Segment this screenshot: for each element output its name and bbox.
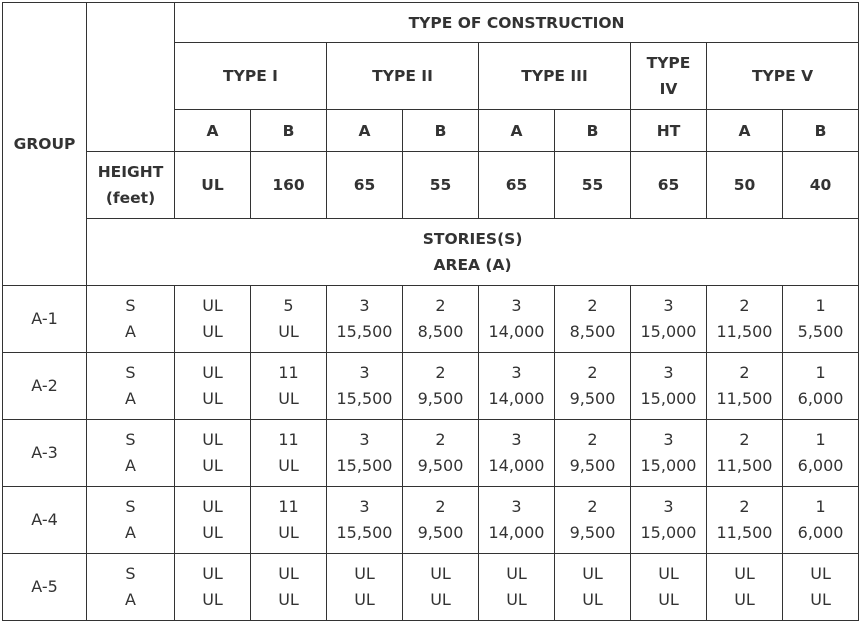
height-value: 40 xyxy=(783,152,859,219)
stories-value: 2 xyxy=(435,430,446,449)
stories-value: UL xyxy=(354,564,375,583)
area-value: 15,000 xyxy=(640,523,697,542)
table-cell xyxy=(555,420,631,487)
stories-value: 3 xyxy=(511,497,522,516)
header-row-stories-area xyxy=(3,219,859,286)
table-cell xyxy=(327,420,403,487)
stories-value: 3 xyxy=(663,363,674,382)
stories-value: 1 xyxy=(815,497,826,516)
area-value: UL xyxy=(202,389,223,408)
height-value: 65 xyxy=(479,152,555,219)
stories-value: 2 xyxy=(435,296,446,315)
area-value: 14,000 xyxy=(488,389,545,408)
area-value: 15,500 xyxy=(336,389,393,408)
stories-value: 2 xyxy=(587,497,598,516)
header-row-height xyxy=(3,152,859,219)
area-value: UL xyxy=(278,322,299,341)
stories-value: 2 xyxy=(587,363,598,382)
stories-value: 3 xyxy=(359,430,370,449)
area-value: UL xyxy=(278,523,299,542)
area-value: UL xyxy=(506,590,527,609)
type-header-line: IV xyxy=(659,80,678,98)
row-labels-cell xyxy=(87,420,175,487)
table-cell xyxy=(251,353,327,420)
table-cell xyxy=(707,353,783,420)
stories-value: UL xyxy=(506,564,527,583)
table-cell xyxy=(707,487,783,554)
group-header: GROUP xyxy=(3,3,87,286)
table-cell xyxy=(175,554,251,621)
stories-value: 2 xyxy=(435,497,446,516)
area-value: 9,500 xyxy=(569,389,616,408)
table-cell xyxy=(707,286,783,353)
area-value: 9,500 xyxy=(569,523,616,542)
area-value: UL xyxy=(810,590,831,609)
table-cell xyxy=(783,554,859,621)
type-header xyxy=(707,43,859,110)
row-labels-cell xyxy=(87,554,175,621)
row-labels-cell xyxy=(87,353,175,420)
row-label: A xyxy=(125,590,136,609)
stories-value: 2 xyxy=(739,430,750,449)
stories-value: 2 xyxy=(739,296,750,315)
height-value: 160 xyxy=(251,152,327,219)
table-cell xyxy=(631,487,707,554)
row-labels-cell xyxy=(87,487,175,554)
area-value: UL xyxy=(734,590,755,609)
row-label: A xyxy=(125,389,136,408)
area-value: UL xyxy=(278,590,299,609)
stories-value: UL xyxy=(810,564,831,583)
row-label: S xyxy=(125,497,136,516)
stories-value: UL xyxy=(734,564,755,583)
table-cell xyxy=(707,554,783,621)
stories-value: UL xyxy=(202,296,223,315)
row-label: S xyxy=(125,564,136,583)
subtype-header: A xyxy=(175,110,251,152)
row-label: S xyxy=(125,430,136,449)
type-of-construction-header: TYPE OF CONSTRUCTION xyxy=(175,3,859,43)
table-cell xyxy=(251,487,327,554)
area-value: 9,500 xyxy=(569,456,616,475)
stories-value: 11 xyxy=(278,363,299,382)
area-value: 11,500 xyxy=(716,456,773,475)
header-row-title xyxy=(3,3,859,43)
area-value: 5,500 xyxy=(797,322,844,341)
table-cell xyxy=(403,487,479,554)
subtype-header: B xyxy=(251,110,327,152)
stories-value: 3 xyxy=(359,363,370,382)
stories-value: UL xyxy=(582,564,603,583)
area-value: UL xyxy=(202,322,223,341)
stories-value: 11 xyxy=(278,497,299,516)
construction-type-table xyxy=(2,2,859,621)
area-value: UL xyxy=(278,456,299,475)
table-cell xyxy=(479,554,555,621)
area-value: 11,500 xyxy=(716,389,773,408)
row-label: A xyxy=(125,523,136,542)
table-cell xyxy=(175,353,251,420)
table-cell xyxy=(783,353,859,420)
area-value: 15,000 xyxy=(640,322,697,341)
table-cell xyxy=(479,286,555,353)
type-header-line: TYPE xyxy=(646,54,691,72)
table-cell xyxy=(175,420,251,487)
table-cell xyxy=(555,554,631,621)
type-header-line: TYPE II xyxy=(372,67,433,85)
table-cell xyxy=(175,487,251,554)
table-cell xyxy=(631,420,707,487)
table-cell xyxy=(631,286,707,353)
group-cell: A-2 xyxy=(3,353,87,420)
table-row xyxy=(3,554,859,621)
subtype-header: A xyxy=(707,110,783,152)
area-value: UL xyxy=(278,389,299,408)
stories-value: UL xyxy=(202,363,223,382)
type-header-line: TYPE III xyxy=(521,67,588,85)
area-value: UL xyxy=(430,590,451,609)
subtype-header: A xyxy=(327,110,403,152)
table-cell xyxy=(783,420,859,487)
height-value: 65 xyxy=(327,152,403,219)
subtype-header: B xyxy=(403,110,479,152)
stories-value: 3 xyxy=(359,497,370,516)
area-value: 6,000 xyxy=(797,456,844,475)
area-value: 15,000 xyxy=(640,456,697,475)
stories-label: STORIES(S) xyxy=(422,230,523,248)
table-cell xyxy=(707,420,783,487)
row-label: S xyxy=(125,363,136,382)
table-cell xyxy=(327,286,403,353)
area-value: 15,500 xyxy=(336,456,393,475)
stories-value: UL xyxy=(202,430,223,449)
table-cell xyxy=(631,554,707,621)
area-value: 6,000 xyxy=(797,389,844,408)
table-cell xyxy=(555,353,631,420)
stories-value: 3 xyxy=(359,296,370,315)
type-header-line: TYPE I xyxy=(223,67,278,85)
area-label: AREA (A) xyxy=(433,256,512,274)
area-value: 14,000 xyxy=(488,322,545,341)
blank-header-cell xyxy=(87,3,175,152)
area-value: 15,500 xyxy=(336,523,393,542)
stories-value: 3 xyxy=(663,296,674,315)
area-value: 9,500 xyxy=(417,456,464,475)
stories-value: 3 xyxy=(511,363,522,382)
table-row xyxy=(3,286,859,353)
table-cell xyxy=(403,353,479,420)
table-cell xyxy=(327,554,403,621)
height-value: 50 xyxy=(707,152,783,219)
group-cell: A-1 xyxy=(3,286,87,353)
stories-value: 1 xyxy=(815,430,826,449)
type-header xyxy=(327,43,479,110)
area-value: 14,000 xyxy=(488,456,545,475)
group-cell: A-3 xyxy=(3,420,87,487)
row-label: S xyxy=(125,296,136,315)
table-cell xyxy=(479,487,555,554)
area-value: UL xyxy=(354,590,375,609)
table-cell xyxy=(327,487,403,554)
row-label: A xyxy=(125,456,136,475)
table-cell xyxy=(175,286,251,353)
stories-value: 3 xyxy=(663,430,674,449)
height-value: UL xyxy=(175,152,251,219)
stories-value: 3 xyxy=(663,497,674,516)
area-value: 15,000 xyxy=(640,389,697,408)
table-cell xyxy=(631,353,707,420)
group-cell: A-4 xyxy=(3,487,87,554)
table-cell xyxy=(251,554,327,621)
table-cell xyxy=(251,420,327,487)
stories-value: 1 xyxy=(815,363,826,382)
stories-value: UL xyxy=(278,564,299,583)
table-cell xyxy=(783,286,859,353)
subtype-header: B xyxy=(555,110,631,152)
stories-value: 11 xyxy=(278,430,299,449)
type-header xyxy=(175,43,327,110)
stories-value: UL xyxy=(658,564,679,583)
area-value: UL xyxy=(202,590,223,609)
row-label: A xyxy=(125,322,136,341)
table-row xyxy=(3,420,859,487)
table-row xyxy=(3,487,859,554)
area-value: UL xyxy=(202,456,223,475)
stories-value: 3 xyxy=(511,296,522,315)
table-cell xyxy=(403,554,479,621)
stories-value: 5 xyxy=(283,296,294,315)
group-cell: A-5 xyxy=(3,554,87,621)
subtype-header: HT xyxy=(631,110,707,152)
stories-area-header xyxy=(87,219,859,286)
table-cell xyxy=(479,353,555,420)
height-value: 65 xyxy=(631,152,707,219)
subtype-header: A xyxy=(479,110,555,152)
height-label-line: HEIGHT xyxy=(97,163,164,181)
area-value: 14,000 xyxy=(488,523,545,542)
height-value: 55 xyxy=(403,152,479,219)
stories-value: UL xyxy=(430,564,451,583)
table-cell xyxy=(403,286,479,353)
area-value: 11,500 xyxy=(716,523,773,542)
area-value: 6,000 xyxy=(797,523,844,542)
area-value: 11,500 xyxy=(716,322,773,341)
stories-value: 2 xyxy=(435,363,446,382)
height-label xyxy=(87,152,175,219)
area-value: UL xyxy=(658,590,679,609)
area-value: 8,500 xyxy=(417,322,464,341)
stories-value: 1 xyxy=(815,296,826,315)
height-label-line: (feet) xyxy=(105,189,156,207)
type-header xyxy=(631,43,707,110)
stories-value: 2 xyxy=(587,296,598,315)
table-cell xyxy=(479,420,555,487)
area-value: 8,500 xyxy=(569,322,616,341)
area-value: 9,500 xyxy=(417,389,464,408)
area-value: UL xyxy=(582,590,603,609)
table-cell xyxy=(555,286,631,353)
stories-value: 2 xyxy=(739,497,750,516)
row-labels-cell xyxy=(87,286,175,353)
type-header xyxy=(479,43,631,110)
table-cell xyxy=(327,353,403,420)
subtype-header: B xyxy=(783,110,859,152)
table-cell xyxy=(251,286,327,353)
stories-value: UL xyxy=(202,564,223,583)
type-header-line: TYPE V xyxy=(751,67,814,85)
table-row xyxy=(3,353,859,420)
stories-value: 3 xyxy=(511,430,522,449)
table-cell xyxy=(403,420,479,487)
stories-value: 2 xyxy=(587,430,598,449)
table-cell xyxy=(783,487,859,554)
area-value: UL xyxy=(202,523,223,542)
area-value: 15,500 xyxy=(336,322,393,341)
stories-value: 2 xyxy=(739,363,750,382)
stories-value: UL xyxy=(202,497,223,516)
height-value: 55 xyxy=(555,152,631,219)
table-cell xyxy=(555,487,631,554)
area-value: 9,500 xyxy=(417,523,464,542)
